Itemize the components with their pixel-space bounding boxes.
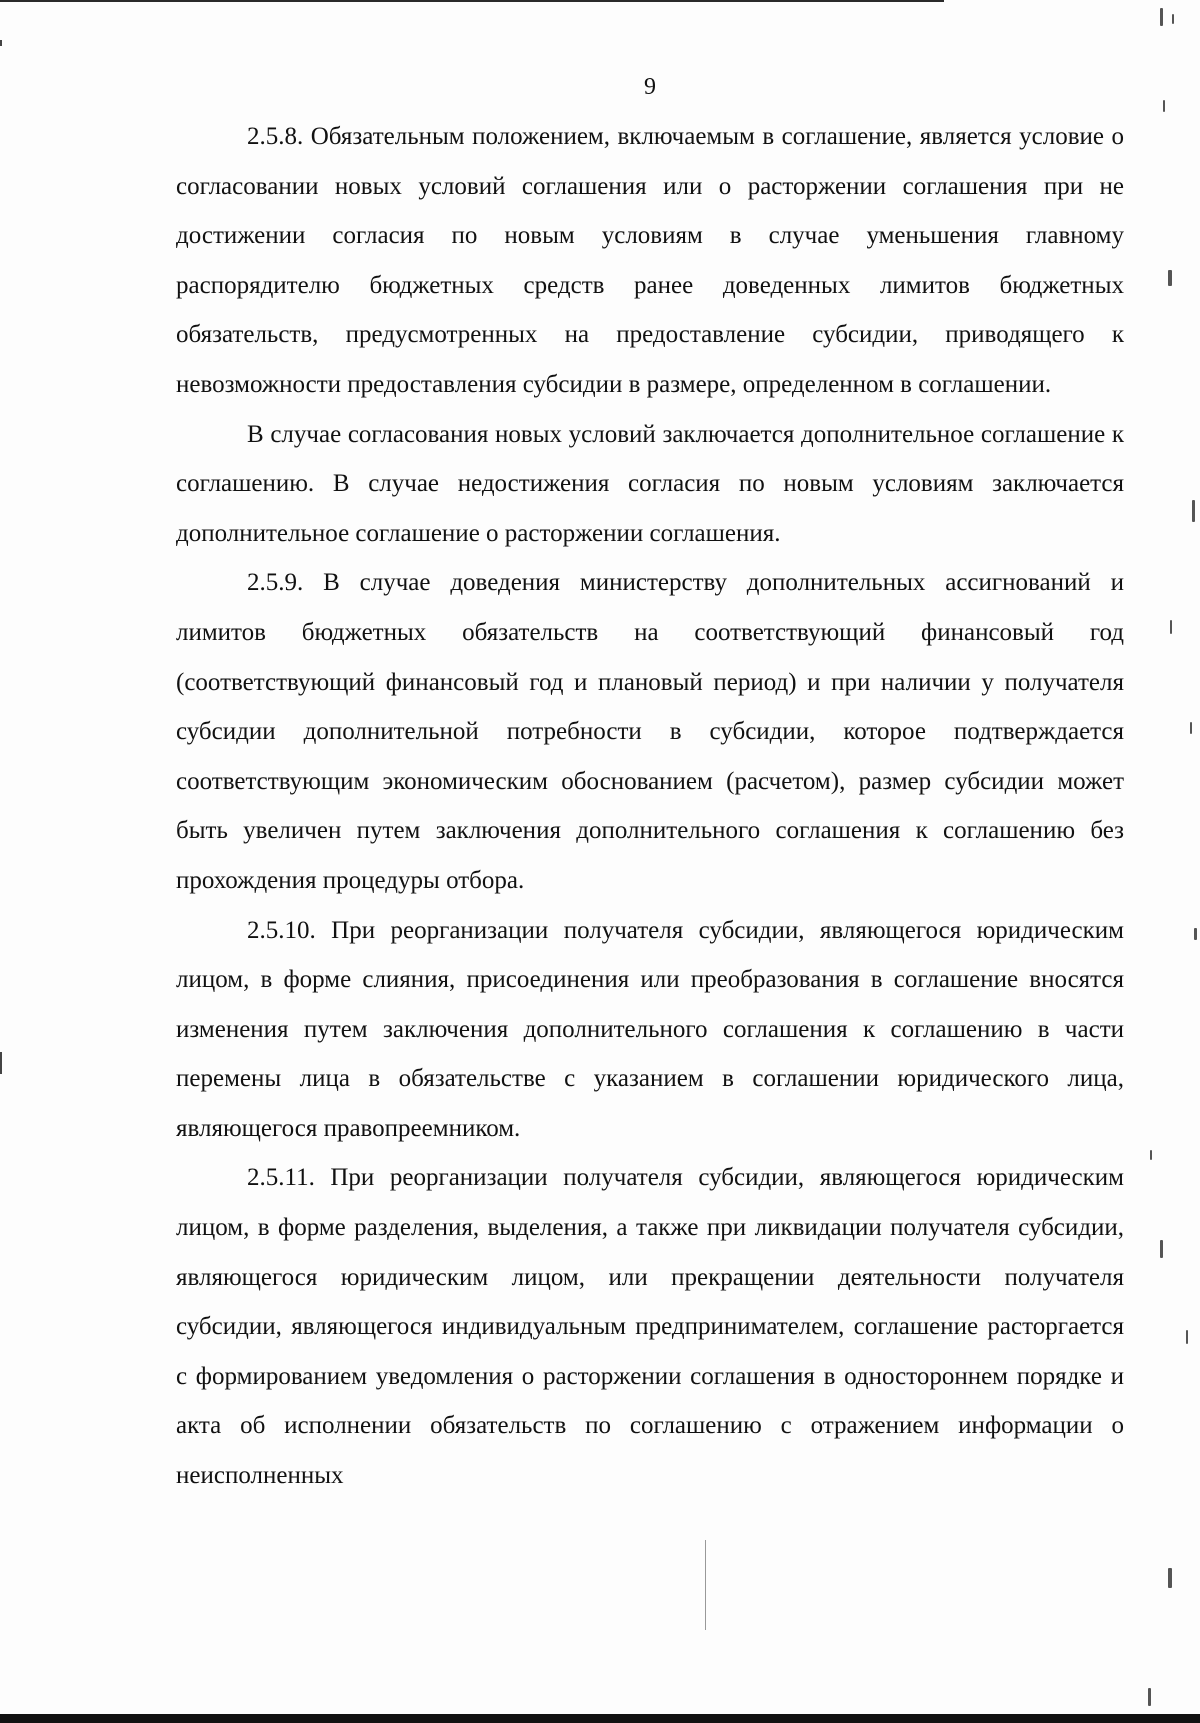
paragraph-additional-agreement: В случае согласования новых условий заключается дополнительное соглашение к соглашению. В случае недостижения согласия по новым условиям заключается дополнительное соглашение о расторжении соглашения. — [176, 420, 1124, 547]
page-number: 9 — [644, 74, 656, 100]
scan-artifact — [1172, 14, 1174, 24]
scan-artifact — [1150, 1150, 1152, 1160]
paragraph-2-5-11: 2.5.11. При реорганизации получателя субсидии, являющегося юридическим лицом, в форме разделения, выделения, а также при ликвидации получателя субсидии, являющегося юридическим лицом, или прекращении деятельности получателя субсидии, являющегося индивидуальным предпринимателем, соглашение расторгается с формированием уведомления о расторжении соглашения в одностороннем порядке и акта об исполнении обязательств по соглашению с отражением информации о неисполненных — [176, 1164, 1124, 1490]
paragraph-2-5-9: 2.5.9. В случае доведения министерству дополнительных ассигнований и лимитов бюджетных обязательств на соответствующий финансовый год (соответствующий финансовый год и плановый период) и при наличии у получателя субсидии дополнительной потребности в субсидии, которое подтверждается соответствующим экономическим обоснованием (расчетом), размер субсидии может быть увеличен путем заключения дополнительного соглашения к соглашению без прохождения процедуры отбора. — [176, 569, 1124, 894]
scan-artifact — [1163, 100, 1165, 112]
scan-artifact — [705, 1540, 706, 1630]
scan-artifact — [1194, 928, 1197, 940]
scan-edge-bottom — [0, 1714, 1200, 1723]
scan-artifact — [1168, 1568, 1172, 1588]
scan-artifact — [1148, 1688, 1151, 1706]
document-body — [176, 112, 1124, 1501]
scan-artifact — [1160, 8, 1163, 26]
scan-artifact — [1186, 1330, 1188, 1344]
paragraph-2-5-8: 2.5.8. Обязательным положением, включаемым в соглашение, является условие о согласовании новых условий соглашения или о расторжении соглашения при не достижении согласия по новым условиям в случае уменьшения главному распорядителю бюджетных средств ранее доведенных лимитов бюджетных обязательств, предусмотренных на предоставление субсидии, приводящего к невозможности предоставления субсидии в размере, определенном в соглашении. — [176, 123, 1124, 398]
scan-artifact — [1160, 1240, 1163, 1258]
scan-artifact — [0, 1052, 2, 1074]
scan-artifact — [1190, 722, 1192, 734]
scan-edge-top — [0, 0, 944, 2]
paragraph-2-5-10: 2.5.10. При реорганизации получателя субсидии, являющегося юридическим лицом, в форме слияния, присоединения или преобразования в соглашение вносятся изменения путем заключения дополнительного соглашения к соглашению в части перемены лица в обязательстве с указанием в соглашении юридического лица, являющегося правопреемником. — [176, 916, 1124, 1142]
scan-artifact — [1168, 270, 1172, 286]
scan-artifact — [0, 40, 2, 46]
scan-artifact — [1170, 620, 1172, 634]
scan-artifact — [1192, 500, 1195, 522]
